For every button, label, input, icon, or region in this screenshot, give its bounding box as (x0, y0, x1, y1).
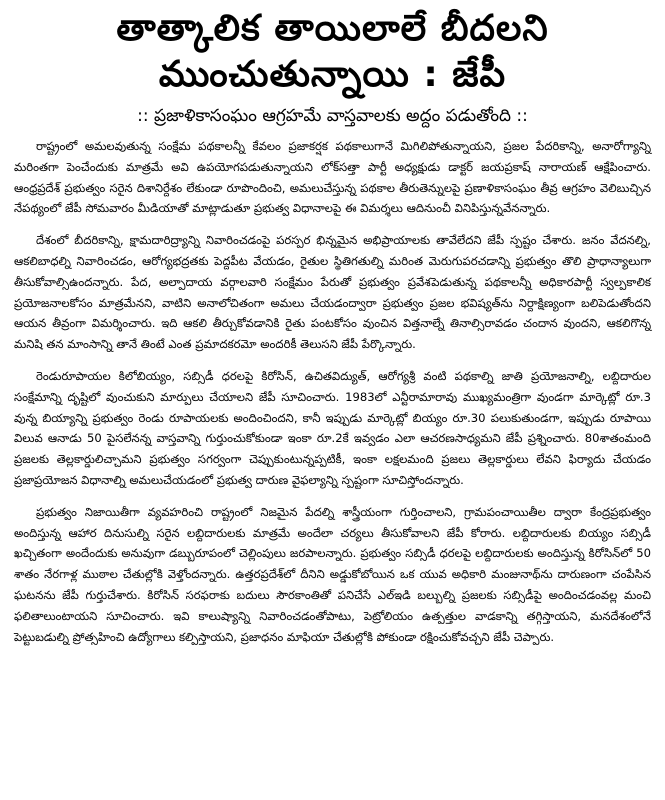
paragraph-2: దేశంలో బీదరికాన్ని, క్షామదారిద్ర్యాన్ని నివారించడంపై పరస్పర భిన్నమైన అభిప్రాయాలకు తావేలేదని జేపీ స్పష్టం చేశారు. జనం వేదనల్ని, ఆకలిబాధల్ని నివారించడం, ఆరోగ్యభద్రతకు పెద్దపీట వేయడం, రైతుల స్థితిగతుల్ని మరింత మెరుగుపరచడాన్ని ప్రభుత్వం తొలి ప్రాధాన్యాలుగా తీసుకోవాల్సిఉందన్నారు. పేద, అల్పాదాయ వర్గాలవారి సంక్షేమం పేరుతో ప్రభుత్వం ప్రవేశపెడుతున్న పథకాలన్నీ అధికారపార్టీ స్వల్పకాలిక ప్రయోజనాలకోసం మాత్రమేనని, వాటిని అనాలోచితంగా అమలు చేయడంద్వారా ప్రభుత్వం ప్రజల భవిష్యత్‌ను నిర్దాక్షిణ్యంగా బలిపెడుతోందని ఆయన తీవ్రంగా విమర్శించారు. ఇది ఆకలి తీర్చుకోవడానికి రైతు పంటకోసం వుంచిన విత్తనాల్నే తినాల్సిరావడం చందాన వుందని, ఆకలిగొన్న మనిషి తన మాంసాన్ని తానే తింటే ఎంత ప్రమాదకరమో అందరికీ తెలుసని జేపీ పేర్కొన్నారు. (14, 233, 651, 352)
paragraph-3: రెండురూపాయల కిలోబియ్యం, సబ్సిడీ ధరలపై కిరోసిన్, ఉచితవిద్యుత్, ఆరోగ్యశ్రీ వంటి పథకాల్ని జాతి ప్రయోజనాల్ని, లబ్దిదారుల సంక్షేమాన్ని దృష్టిలో వుంచుకుని మార్పులు చేయాలని జేపీ సూచించారు. 1983లో ఎన్టీరామారావు ముఖ్యమంత్రిగా వుండగా మార్కెట్లో రూ.3 వున్న బియ్యాన్ని ప్రభుత్వం రెండు రూపాయలకు అందించిందని, కానీ ఇప్పుడు మార్కెట్లో బియ్యం రూ.30 పలుకుతుండగా, ఇప్పుడు రూపాయి విలువ ఆనాడు 50 పైసలేనన్న వాస్తవాన్ని గుర్తుంచుకోకుండా ఇంకా రూ.2కే ఇవ్వడం ఎలా ఆచరణసాధ్యమని జేపీ ప్రశ్నించారు. 80శాతంమంది ప్రజలకు తెల్లకార్డులిచ్చామని ప్రభుత్వం సగర్వంగా చెప్పుకుంటున్నప్పటికీ, ఇంకా లక్షలమంది ప్రజలు తెల్లకార్డులు లేవని ఫిర్యాదు చేయడం ప్రజాప్రయోజన విధానాల్ని అమలుచేయడంలో ప్రభుత్వ దారుణ వైఫల్యాన్ని స్పష్టంగా సూచిస్తోందన్నారు. (14, 368, 651, 487)
paragraph-1: రాష్ట్రంలో అమలవుతున్న సంక్షేమ పథకాలన్నీ కేవలం ప్రజాకర్షక పథకాలుగానే మిగిలిపోతున్నాయని, ప్రజల పేదరికాన్ని, అనారోగ్యాన్ని మరింతగా పెంచేందుకు మాత్రమే అవి ఉపయోగపడుతున్నాయని లోక్‌సత్తా పార్టీ అధ్యక్షుడు డాక్టర్ జయప్రకాష్ నారాయణ్ ఆక్షేపించారు. ఆంధ్రప్రదేశ్ ప్రభుత్వం సరైన దిశానిర్దేశం లేకుండా రూపొందించి, అమలుచేస్తున్న పథకాల తీరుతెన్నులపై ప్రణాళికాసంఘం తీవ్ర ఆగ్రహం వెలిబుచ్చిన నేపథ్యంలో జేపీ సోమవారం మీడియాతో మాట్లాడుతూ ప్రభుత్వ విధానాలపై ఈ విమర్శలు ఆదినుంచీ వినిపిస్తున్నవేనన్నారు. (14, 139, 651, 216)
headline (14, 6, 651, 98)
subheadline: :: ప్రజాళికాసంఘం ఆగ్రహమే వాస్తవాలకు అద్దం పడుతోంది :: (137, 106, 528, 126)
headline-line-2: ముంచుతున్నాయి : జేపీ (158, 54, 507, 95)
headline-line-1: తాత్కాలిక తాయిలాలే బీదలని (116, 8, 549, 49)
paragraph-4: ప్రభుత్వం నిజాయితీగా వ్యవహరించి రాష్ట్రంలో నిజమైన పేదల్ని శాస్త్రీయంగా గుర్తించాలని, గ్రామపంచాయితీల ద్వారా కేంద్రప్రభుత్వం అందిస్తున్న ఆహార దినుసుల్ని సరైన లబ్దిదారులకు మాత్రమే అందేలా చర్యలు తీసుకోవాలని జేపీ కోరారు. లబ్దిదారులకు బియ్యం సబ్సిడీ ఖచ్చితంగా అందేందుకు అనువుగా డబ్బురూపంలో చెల్లింపులు జరపాలన్నారు. ప్రభుత్వం సబ్సిడీ ధరలపై లబ్దిదారులకు అందిస్తున్న కిరోసిన్‌లో 50 శాతం నేరగాళ్ల ముఠాల చేతుల్లోకి వెళ్తోందన్నారు. ఉత్తరప్రదేశ్‌లో దీనిని అడ్డుకోబోయిన ఒక యువ అధికారి మంజునాథ్‌ను దారుణంగా చంపేసిన ఘటనను జేపీ గుర్తుచేశారు. కిరోసిన్ సరఫరాకు బదులు సౌరకాంతితో పనిచేసే ఎల్ఇడి బల్బుల్ని ప్రజలకు సబ్సిడీపై అందించడంవల్ల మంచి ఫలితాలుంటాయని సూచించారు. ఇవి కాలుష్యాన్ని నివారించడంతోపాటు, పెట్రోలియం ఉత్పత్తుల వాడకాన్ని తగ్గిస్తాయని, మనదేశంలోనే పెట్టుబడుల్ని ప్రోత్సహించి ఉద్యోగాలు కల్పిస్తాయని, ప్రజాధనం మాఫియా చేతుల్లోకి పోకుండా రక్షించుకోవచ్చని జేపీ చెప్పారు. (14, 504, 651, 644)
